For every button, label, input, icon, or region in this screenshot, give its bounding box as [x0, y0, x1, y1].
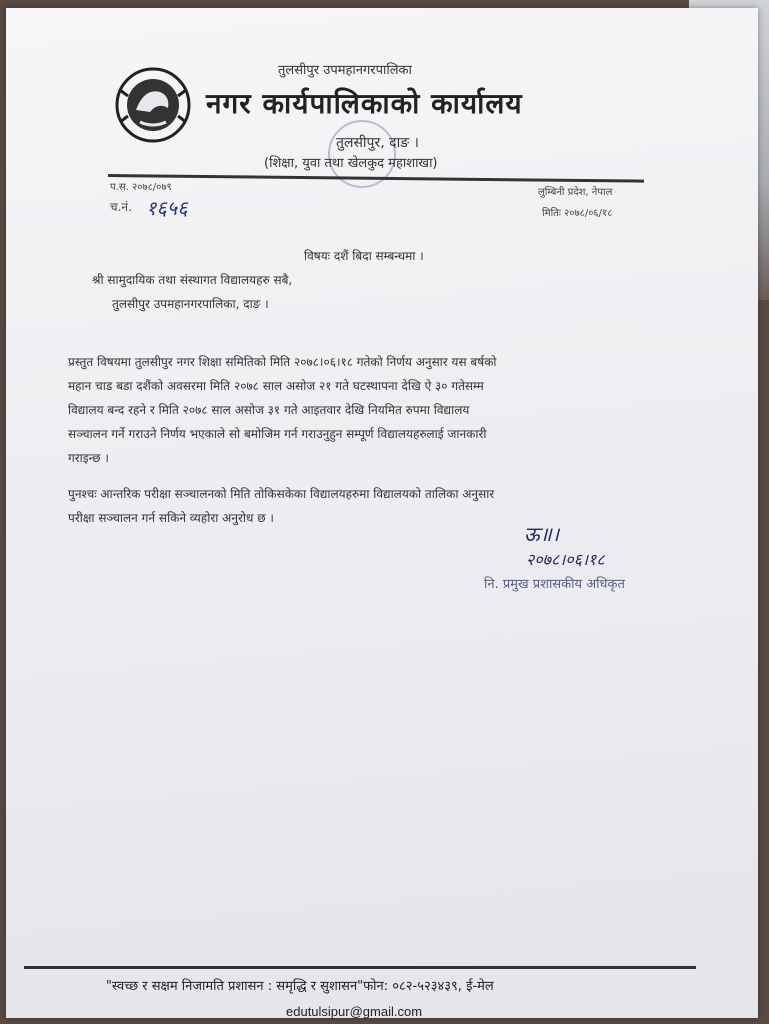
footer-email: edutulsipur@gmail.com — [286, 1004, 423, 1019]
reference-cn-number: १६५६ — [146, 196, 188, 220]
body-line: सञ्चालन गर्ने गराउने निर्णय भएकाले सो बमोजिम गर्न गराउनुहुन सम्पूर्ण विद्यालयहरुलाई जानकारी — [68, 427, 487, 441]
office-title: नगर कार्यपालिकाको कार्यालय — [206, 87, 523, 120]
office-city: तुलसीपुर, दाङ । — [336, 135, 419, 151]
province-text: लुम्बिनी प्रदेश, नेपाल — [538, 187, 613, 198]
body-line: विद्यालय बन्द रहने र मिति २०७८ साल असोज ३१ गते आइतवार देखि नियमित रुपमा विद्यालय — [68, 403, 470, 417]
letter-paper — [6, 8, 758, 1018]
ps-note-line: पुनश्चः आन्तरिक परीक्षा सञ्चालनको मिति तोकिसकेका विद्यालयहरुमा विद्यालयको तालिका अनुसार — [68, 487, 495, 501]
footer-motto: "स्वच्छ र सक्षम निजामति प्रशासन : समृद्धि र सुशासन"फोन: ०८२-५२३४३९, ई-मेल — [106, 979, 494, 994]
signatory-title: नि. प्रमुख प्रशासकीय अधिकृत — [484, 577, 625, 592]
body-line: प्रस्तुत विषयमा तुलसीपुर नगर शिक्षा समितिको मिति २०७८।०६।१८ गतेको निर्णय अनुसार यस बर्षको — [68, 355, 497, 369]
letter-subject: विषयः दशैं बिदा सम्बन्धमा । — [304, 249, 424, 263]
addressee-line-2: तुलसीपुर उपमहानगरपालिका, दाङ । — [112, 297, 269, 311]
municipality-logo — [114, 66, 192, 144]
body-line: गराइन्छ । — [68, 451, 109, 465]
body-line: महान चाड बडा दशैंको अवसरमा मिति २०७८ साल असोज २१ गते घटस्थापना देखि ऐ ३० गतेसम्म — [68, 379, 484, 393]
signature-date: २०७८।०६।१८ — [526, 550, 605, 569]
signature: ऊ॥। — [524, 522, 560, 546]
reference-cn-label: च.नं. — [110, 200, 132, 214]
municipality-name: तुलसीपुर उपमहानगरपालिका — [278, 63, 412, 78]
letter-date: मितिः २०७८/०६/१८ — [542, 208, 613, 219]
addressee-line-1: श्री सामुदायिक तथा संस्थागत विद्यालयहरु सबै, — [92, 273, 293, 287]
reference-ps: प.स. २०७८/०७९ — [110, 182, 172, 193]
ps-note-line: परीक्षा सञ्चालन गर्न सकिने व्यहोरा अनुरोध छ । — [68, 511, 274, 525]
branch-name: (शिक्षा, युवा तथा खेलकुद महाशाखा) — [264, 156, 438, 171]
footer-divider — [24, 966, 696, 969]
